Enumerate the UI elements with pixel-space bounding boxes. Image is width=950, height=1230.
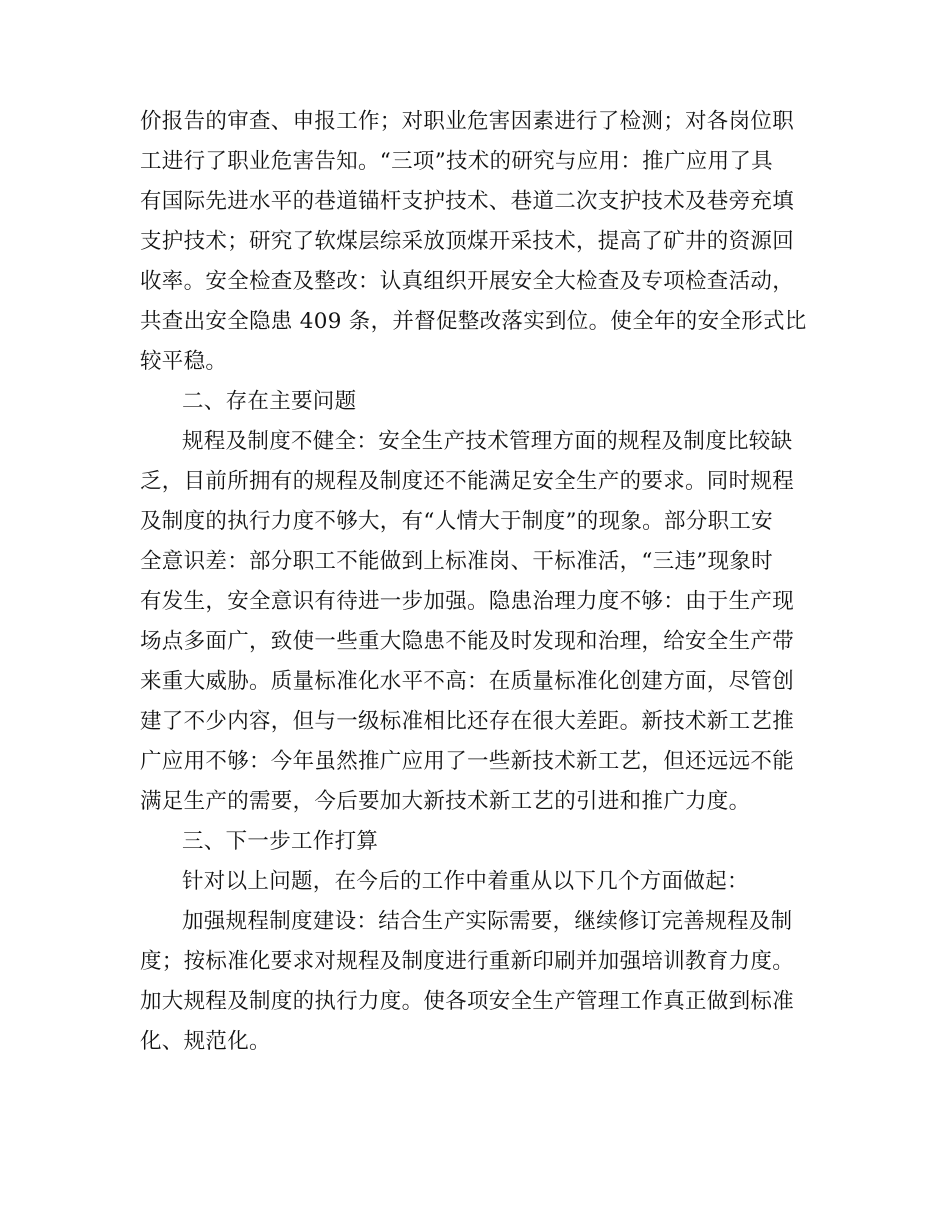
text-line: 及制度的执行力度不够大，有“人情大于制度”的现象。部分职工安 <box>140 509 773 534</box>
text-line: 乏，目前所拥有的规程及制度还不能满足安全生产的要求。同时规程 <box>140 469 795 494</box>
text-line: 化、规范化。 <box>140 1029 271 1054</box>
text-line: 建了不少内容，但与一级标准相比还存在很大差距。新技术新工艺推 <box>140 709 795 734</box>
text-line: 收率。安全检查及整改：认真组织开展安全大检查及专项检查活动， <box>140 269 795 294</box>
text-line: 共查出安全隐患 409 条，并督促整改落实到位。使全年的安全形式比 <box>140 309 807 334</box>
text-line: 加强规程制度建设：结合生产实际需要，继续修订完善规程及制 <box>182 909 793 934</box>
text-line: 全意识差：部分职工不能做到上标准岗、干标准活，“三违”现象时 <box>140 549 773 574</box>
section-heading: 三、下一步工作打算 <box>182 829 379 854</box>
text-line: 有发生，安全意识有待进一步加强。隐患治理力度不够：由于生产现 <box>140 589 795 614</box>
text-line: 有国际先进水平的巷道锚杆支护技术、巷道二次支护技术及巷旁充填 <box>140 189 795 214</box>
text-line: 支护技术；研究了软煤层综采放顶煤开采技术，提高了矿井的资源回 <box>140 229 795 254</box>
text-line: 规程及制度不健全：安全生产技术管理方面的规程及制度比较缺 <box>182 429 793 454</box>
text-line: 度；按标准化要求对规程及制度进行重新印刷并加强培训教育力度。 <box>140 949 795 974</box>
text-line: 来重大威胁。质量标准化水平不高：在质量标准化创建方面，尽管创 <box>140 669 795 694</box>
text-line: 广应用不够：今年虽然推广应用了一些新技术新工艺，但还远远不能 <box>140 749 795 774</box>
text-line: 场点多面广，致使一些重大隐患不能及时发现和治理，给安全生产带 <box>140 629 795 654</box>
text-line: 较平稳。 <box>140 349 228 374</box>
text-line: 价报告的审查、申报工作；对职业危害因素进行了检测；对各岗位职 <box>140 109 795 134</box>
text-line: 加大规程及制度的执行力度。使各项安全生产管理工作真正做到标准 <box>140 989 795 1014</box>
text-line: 工进行了职业危害告知。“三项”技术的研究与应用：推广应用了具 <box>140 149 773 174</box>
section-heading: 二、存在主要问题 <box>182 389 357 414</box>
text-line: 针对以上问题，在今后的工作中着重从以下几个方面做起： <box>182 869 749 894</box>
text-line: 满足生产的需要，今后要加大新技术新工艺的引进和推广力度。 <box>140 789 751 814</box>
